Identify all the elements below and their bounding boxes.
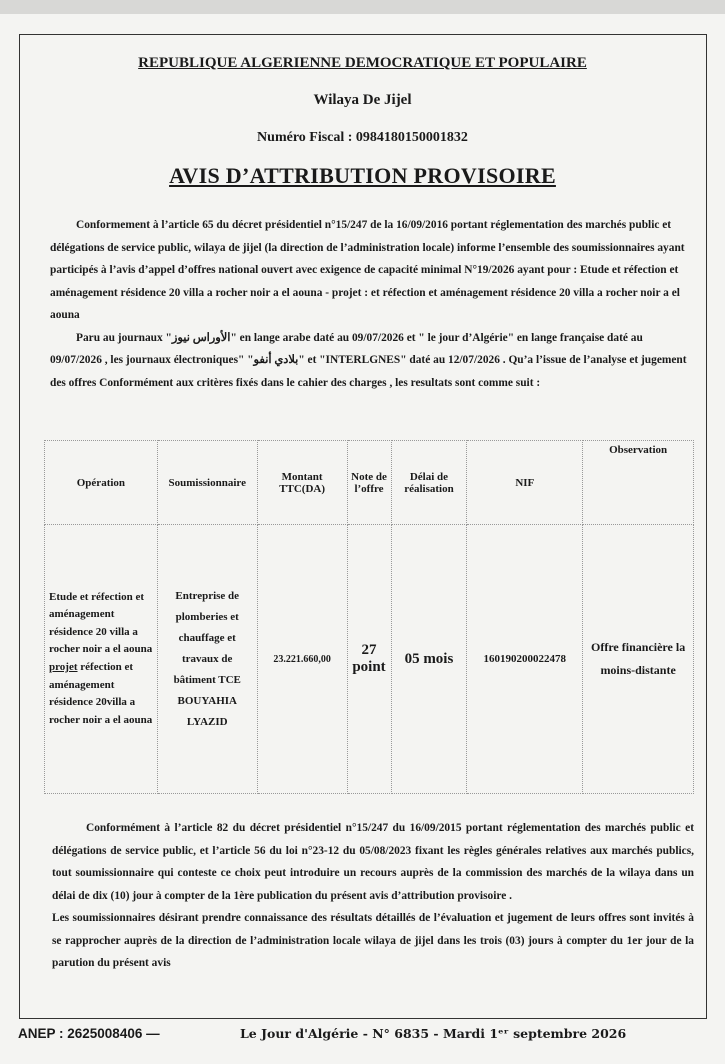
col-soumissionnaire: Soumissionnaire: [157, 441, 257, 525]
footer: [0, 1020, 725, 1048]
fiscal-number: Numéro Fiscal : 0984180150001832: [257, 130, 468, 145]
publication-info: Le Jour d'Algérie - N° 6835 - Mardi 1ᵉʳ septembre 2026: [240, 1026, 627, 1041]
cell-operation: Etude et réfection et aménagement résidence 20 villa a rocher noir a el aouna projet réfection et aménagement résidence 20villa a rocher noir a el aouna: [45, 525, 158, 794]
cell-note: 27 point: [347, 525, 391, 794]
intro-text: [50, 214, 692, 394]
outro-paragraph-1: Conformément à l’article 82 du décret présidentiel n°15/247 du 16/09/2015 portant réglementation des marchés public et délégations de service public, et l’article 56 du loi n°23-12 du 05/08/2023 fixant les règles générales relatives aux marchés publics, tout soumissionnaire qui conteste ce choix peut introduire un recours auprès de la commission des marchés de la wilaya dans un délai de dix (10) jour à compter de la 1ère publication du présent avis d’attribution provisoire .: [52, 822, 694, 902]
cell-montant: 23.221.660,00: [257, 525, 347, 794]
notice-title: AVIS D’ATTRIBUTION PROVISOIRE: [169, 163, 556, 188]
cell-delai: 05 mois: [391, 525, 467, 794]
intro-paragraph-2: Paru au journaux "الأوراس نيوز" en lange arabe daté au 09/07/2026 et " le jour d’Algérie" en lange française daté au 09/07/2026 , les journaux électroniques" "بلادي أنفو" et "INTERLGNES" daté au 12/07/2026 . Qu’a l’issue de l’analyse et jugement des offres Conformément aux critères fixés dans le cahier des charges , les resultats sont comme suit :: [50, 331, 687, 389]
cell-soumissionnaire: Entreprise de plomberies et chauffage et travaux de bâtiment TCE BOUYAHIA LYAZID: [157, 525, 257, 794]
col-nif: NIF: [467, 441, 583, 525]
table-row: [45, 525, 694, 794]
outro-text: [52, 817, 694, 975]
outro-paragraph-2: Les soumissionnaires désirant prendre connaissance des résultats détaillés de l’évaluation et jugement de leurs offres sont invités à se rapprocher auprès de la direction de l’administration locale wilaya de jijel dans les trois (03) jours à compter du 1er jour de la parution du présent avis: [52, 912, 694, 969]
col-observation: Observation: [583, 441, 694, 525]
republic-heading: REPUBLIQUE ALGERIENNE DEMOCRATIQUE ET POPULAIRE: [138, 55, 587, 71]
col-note: Note de l’offre: [347, 441, 391, 525]
col-operation: Opération: [45, 441, 158, 525]
wilaya-heading: Wilaya De Jijel: [313, 92, 412, 108]
anep-reference: ANEP : 2625008406 —: [18, 1026, 160, 1041]
col-delai: Délai de réalisation: [391, 441, 467, 525]
col-montant: Montant TTC(DA): [257, 441, 347, 525]
cell-observation: Offre financière la moins-distante: [583, 525, 694, 794]
top-strip: [0, 0, 725, 14]
intro-paragraph-1: Conformement à l’article 65 du décret présidentiel n°15/247 de la 16/09/2016 portant réglementation des marchés public et délégations de service public, wilaya de jijel (la direction de l’administration locale) informe l’ensemble des soumissionnaires ayant participés à l’avis d’appel d’offres national ouvert avec exigence de capacité minimal N°19/2026 ayant pour : Etude et réfection et aménagement résidence 20 villa a rocher noir a el aouna - projet : et réfection et aménagement résidence 20 villa a rocher noir a el aouna: [50, 219, 685, 321]
results-table: [44, 440, 694, 794]
table-header-row: [45, 441, 694, 525]
cell-nif: 160190200022478: [467, 525, 583, 794]
